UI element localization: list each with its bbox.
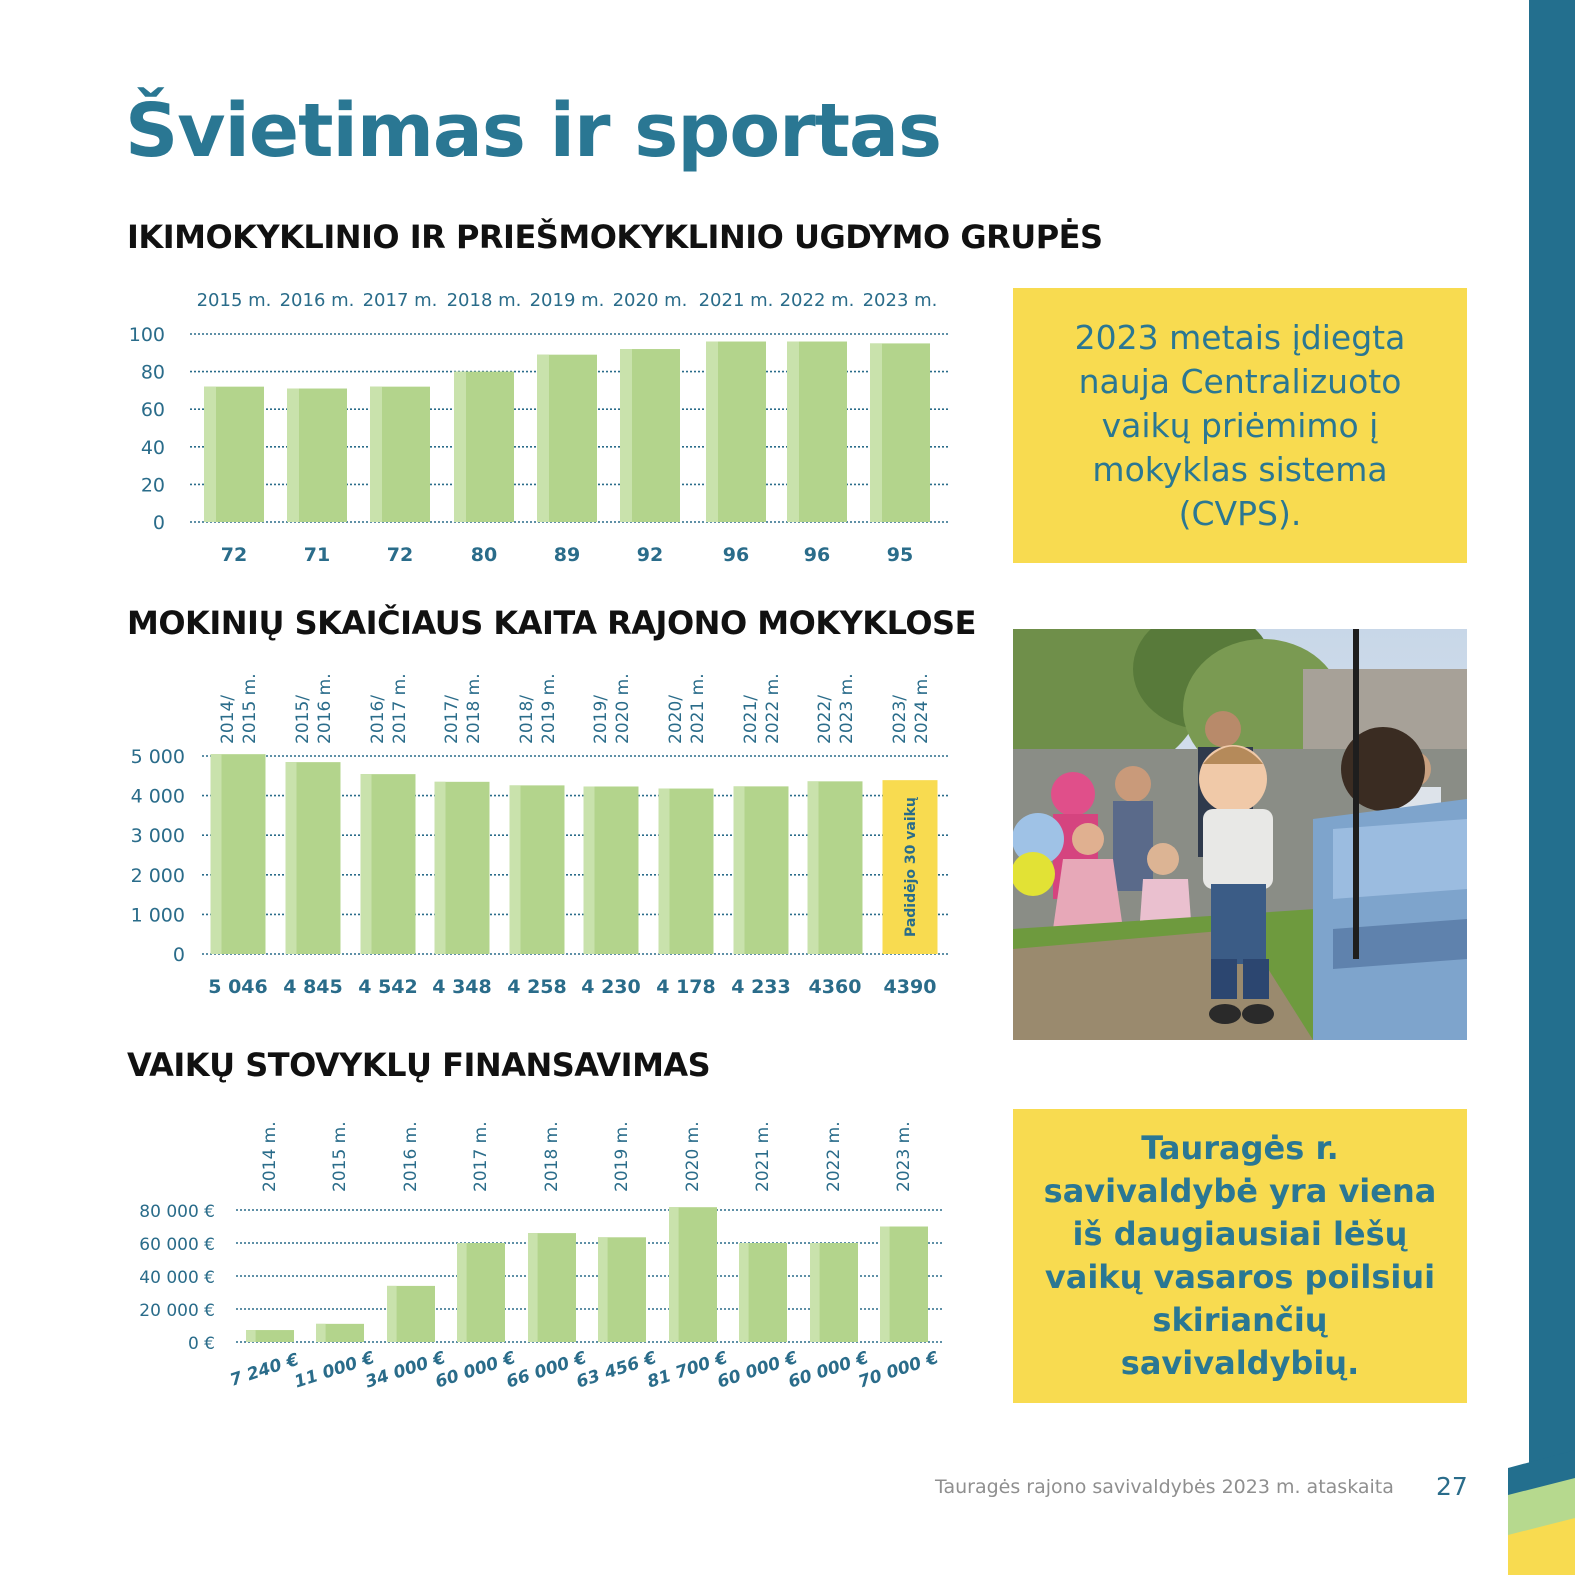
students-category-label: 2021/ 2022 m.: [741, 673, 783, 744]
footer-text: Tauragės rajono savivaldybės 2023 m. ataskaita: [935, 1476, 1394, 1498]
camps-value-label: 60 000 €: [785, 1347, 871, 1393]
preschool-value-label: 96: [803, 544, 831, 566]
preschool-category-label: 2016 m.: [279, 290, 355, 311]
preschool-category-label: 2021 m.: [698, 290, 774, 311]
camps-category-label: 2020 m.: [683, 1121, 703, 1192]
children-event-photo: [1013, 629, 1467, 1040]
preschool-category-label: 2023 m.: [862, 290, 938, 311]
students-y-tick: 4 000: [130, 785, 185, 808]
preschool-bar-highlight: [787, 342, 799, 522]
camps-category-label: 2016 m.: [401, 1121, 421, 1192]
camps-bar-highlight: [387, 1286, 397, 1342]
camps-category-label: 2014 m.: [260, 1121, 280, 1192]
funding-info-box: [1013, 1109, 1467, 1403]
preschool-value-label: 92: [636, 544, 664, 566]
preschool-y-tick: 0: [152, 512, 165, 534]
students-y-tick: 2 000: [130, 864, 185, 887]
camps-value-label: 66 000 €: [503, 1347, 589, 1393]
students-category-label: 2016/ 2017 m.: [368, 673, 410, 744]
camps-bar-highlight: [810, 1243, 820, 1342]
camps-bar-highlight: [528, 1233, 538, 1342]
students-bar-highlight: [286, 762, 297, 954]
students-bar-highlight: [361, 774, 372, 954]
students-bar-highlight: [808, 781, 819, 954]
preschool-section-title: IKIMOKYKLINIO IR PRIEŠMOKYKLINIO UGDYMO GRUPĖS: [127, 218, 1103, 256]
students-bar-highlight: [435, 782, 446, 954]
camps-category-label: 2023 m.: [894, 1121, 914, 1192]
preschool-value-label: 96: [722, 544, 750, 566]
preschool-value-label: 89: [553, 544, 581, 566]
students-value-label: 4 258: [507, 976, 567, 998]
camps-y-tick: 80 000 €: [139, 1202, 215, 1222]
camps-section-title: VAIKŲ STOVYKLŲ FINANSAVIMAS: [127, 1046, 711, 1084]
preschool-y-tick: 60: [140, 399, 165, 422]
camps-y-tick: 20 000 €: [139, 1301, 215, 1321]
preschool-category-label: 2019 m.: [529, 290, 605, 311]
students-y-tick: 0: [172, 944, 185, 966]
students-category-label: 2020/ 2021 m.: [666, 673, 708, 744]
camps-value-label: 81 700 €: [644, 1347, 730, 1393]
camps-category-label: 2018 m.: [542, 1121, 562, 1192]
cvps-info-text: 2023 metais įdiegta nauja Centralizuoto vaikų priėmimo į mokyklas sistema (CVPS).: [1074, 317, 1406, 533]
camps-category-label: 2022 m.: [824, 1121, 844, 1192]
preschool-bar-highlight: [706, 342, 718, 522]
students-value-label: 4 230: [581, 976, 641, 998]
camps-value-label: 63 456 €: [573, 1347, 659, 1393]
preschool-bar-highlight: [287, 389, 299, 522]
camps-category-label: 2015 m.: [330, 1121, 350, 1192]
preschool-y-tick: 40: [140, 436, 165, 459]
preschool-value-label: 71: [303, 544, 331, 566]
preschool-category-label: 2022 m.: [779, 290, 855, 311]
camps-value-label: 60 000 €: [432, 1347, 518, 1393]
students-value-label: 4 348: [432, 976, 492, 998]
preschool-value-label: 80: [470, 544, 498, 566]
camps-y-tick: 0 €: [187, 1334, 215, 1354]
camps-bar-highlight: [457, 1243, 467, 1342]
students-value-label: 4 178: [656, 976, 716, 998]
camps-category-label: 2017 m.: [471, 1121, 491, 1192]
students-category-label: 2022/ 2023 m.: [815, 673, 857, 744]
preschool-bar-highlight: [620, 349, 632, 522]
preschool-bar-highlight: [454, 372, 466, 522]
students-value-label: 5 046: [208, 976, 268, 998]
preschool-y-tick: 80: [140, 361, 165, 384]
students-bar-highlight: [734, 786, 745, 954]
camps-category-label: 2021 m.: [753, 1121, 773, 1192]
students-bar-highlight: [659, 789, 670, 954]
preschool-bar-highlight: [204, 387, 216, 522]
preschool-y-tick: 100: [128, 324, 165, 346]
students-category-label: 2018/ 2019 m.: [517, 673, 559, 744]
funding-info-text: Tauragės r. savivaldybė yra viena iš daugiausiai lėšų vaikų vasaros poilsiui skiriančių savivaldybių.: [1043, 1129, 1437, 1382]
students-value-label: 4390: [883, 976, 937, 998]
students-section-title: MOKINIŲ SKAIČIAUS KAITA RAJONO MOKYKLOSE: [127, 604, 976, 642]
students-category-label: 2023/ 2024 m.: [890, 673, 932, 744]
camps-value-label: 34 000 €: [362, 1347, 448, 1393]
preschool-value-label: 72: [386, 544, 414, 566]
camps-value-label: 70 000 €: [855, 1347, 941, 1393]
preschool-category-label: 2020 m.: [612, 290, 688, 311]
camps-bar-highlight: [739, 1243, 749, 1342]
students-category-label: 2014/ 2015 m.: [218, 673, 260, 744]
students-y-tick: 1 000: [130, 904, 185, 927]
preschool-category-label: 2017 m.: [362, 290, 438, 311]
camps-bar-highlight: [669, 1207, 679, 1342]
camps-bar-highlight: [880, 1227, 890, 1343]
students-category-label: 2019/ 2020 m.: [591, 673, 633, 744]
camps-bar-highlight: [246, 1330, 256, 1342]
students-bar-highlight: [510, 785, 521, 954]
students-value-label: 4 233: [731, 976, 791, 998]
camps-value-label: 11 000 €: [291, 1347, 377, 1393]
page-title: Švietimas ir sportas: [125, 88, 942, 174]
students-value-label: 4360: [808, 976, 862, 998]
students-value-label: 4 845: [283, 976, 343, 998]
camps-bar-highlight: [316, 1324, 326, 1342]
preschool-y-tick: 20: [140, 474, 165, 497]
cvps-info-box: [1013, 288, 1467, 563]
students-bar-annotation: Padidėjo 30 vaikų: [903, 797, 919, 938]
students-category-label: 2017/ 2018 m.: [442, 673, 484, 744]
camps-y-tick: 60 000 €: [139, 1235, 215, 1255]
camps-value-label: 60 000 €: [714, 1347, 800, 1393]
students-y-tick: 3 000: [130, 825, 185, 848]
camps-y-tick: 40 000 €: [139, 1268, 215, 1288]
preschool-bar-highlight: [537, 355, 549, 522]
preschool-category-label: 2018 m.: [446, 290, 522, 311]
page-number: 27: [1436, 1472, 1468, 1501]
preschool-value-label: 95: [886, 544, 914, 566]
camps-value-label: 7 240 €: [227, 1349, 302, 1391]
preschool-bar-highlight: [870, 343, 882, 522]
students-category-label: 2015/ 2016 m.: [293, 673, 335, 744]
students-y-tick: 5 000: [130, 746, 185, 768]
preschool-category-label: 2015 m.: [196, 290, 272, 311]
camps-bar-highlight: [598, 1237, 608, 1342]
camps-category-label: 2019 m.: [612, 1121, 632, 1192]
right-edge-stripe: [1529, 0, 1575, 1575]
corner-decoration: [1500, 1450, 1575, 1575]
preschool-value-label: 72: [220, 544, 248, 566]
students-bar-highlight: [584, 786, 595, 954]
students-bar-highlight: [211, 754, 222, 954]
students-value-label: 4 542: [358, 976, 418, 998]
preschool-bar-highlight: [370, 387, 382, 522]
